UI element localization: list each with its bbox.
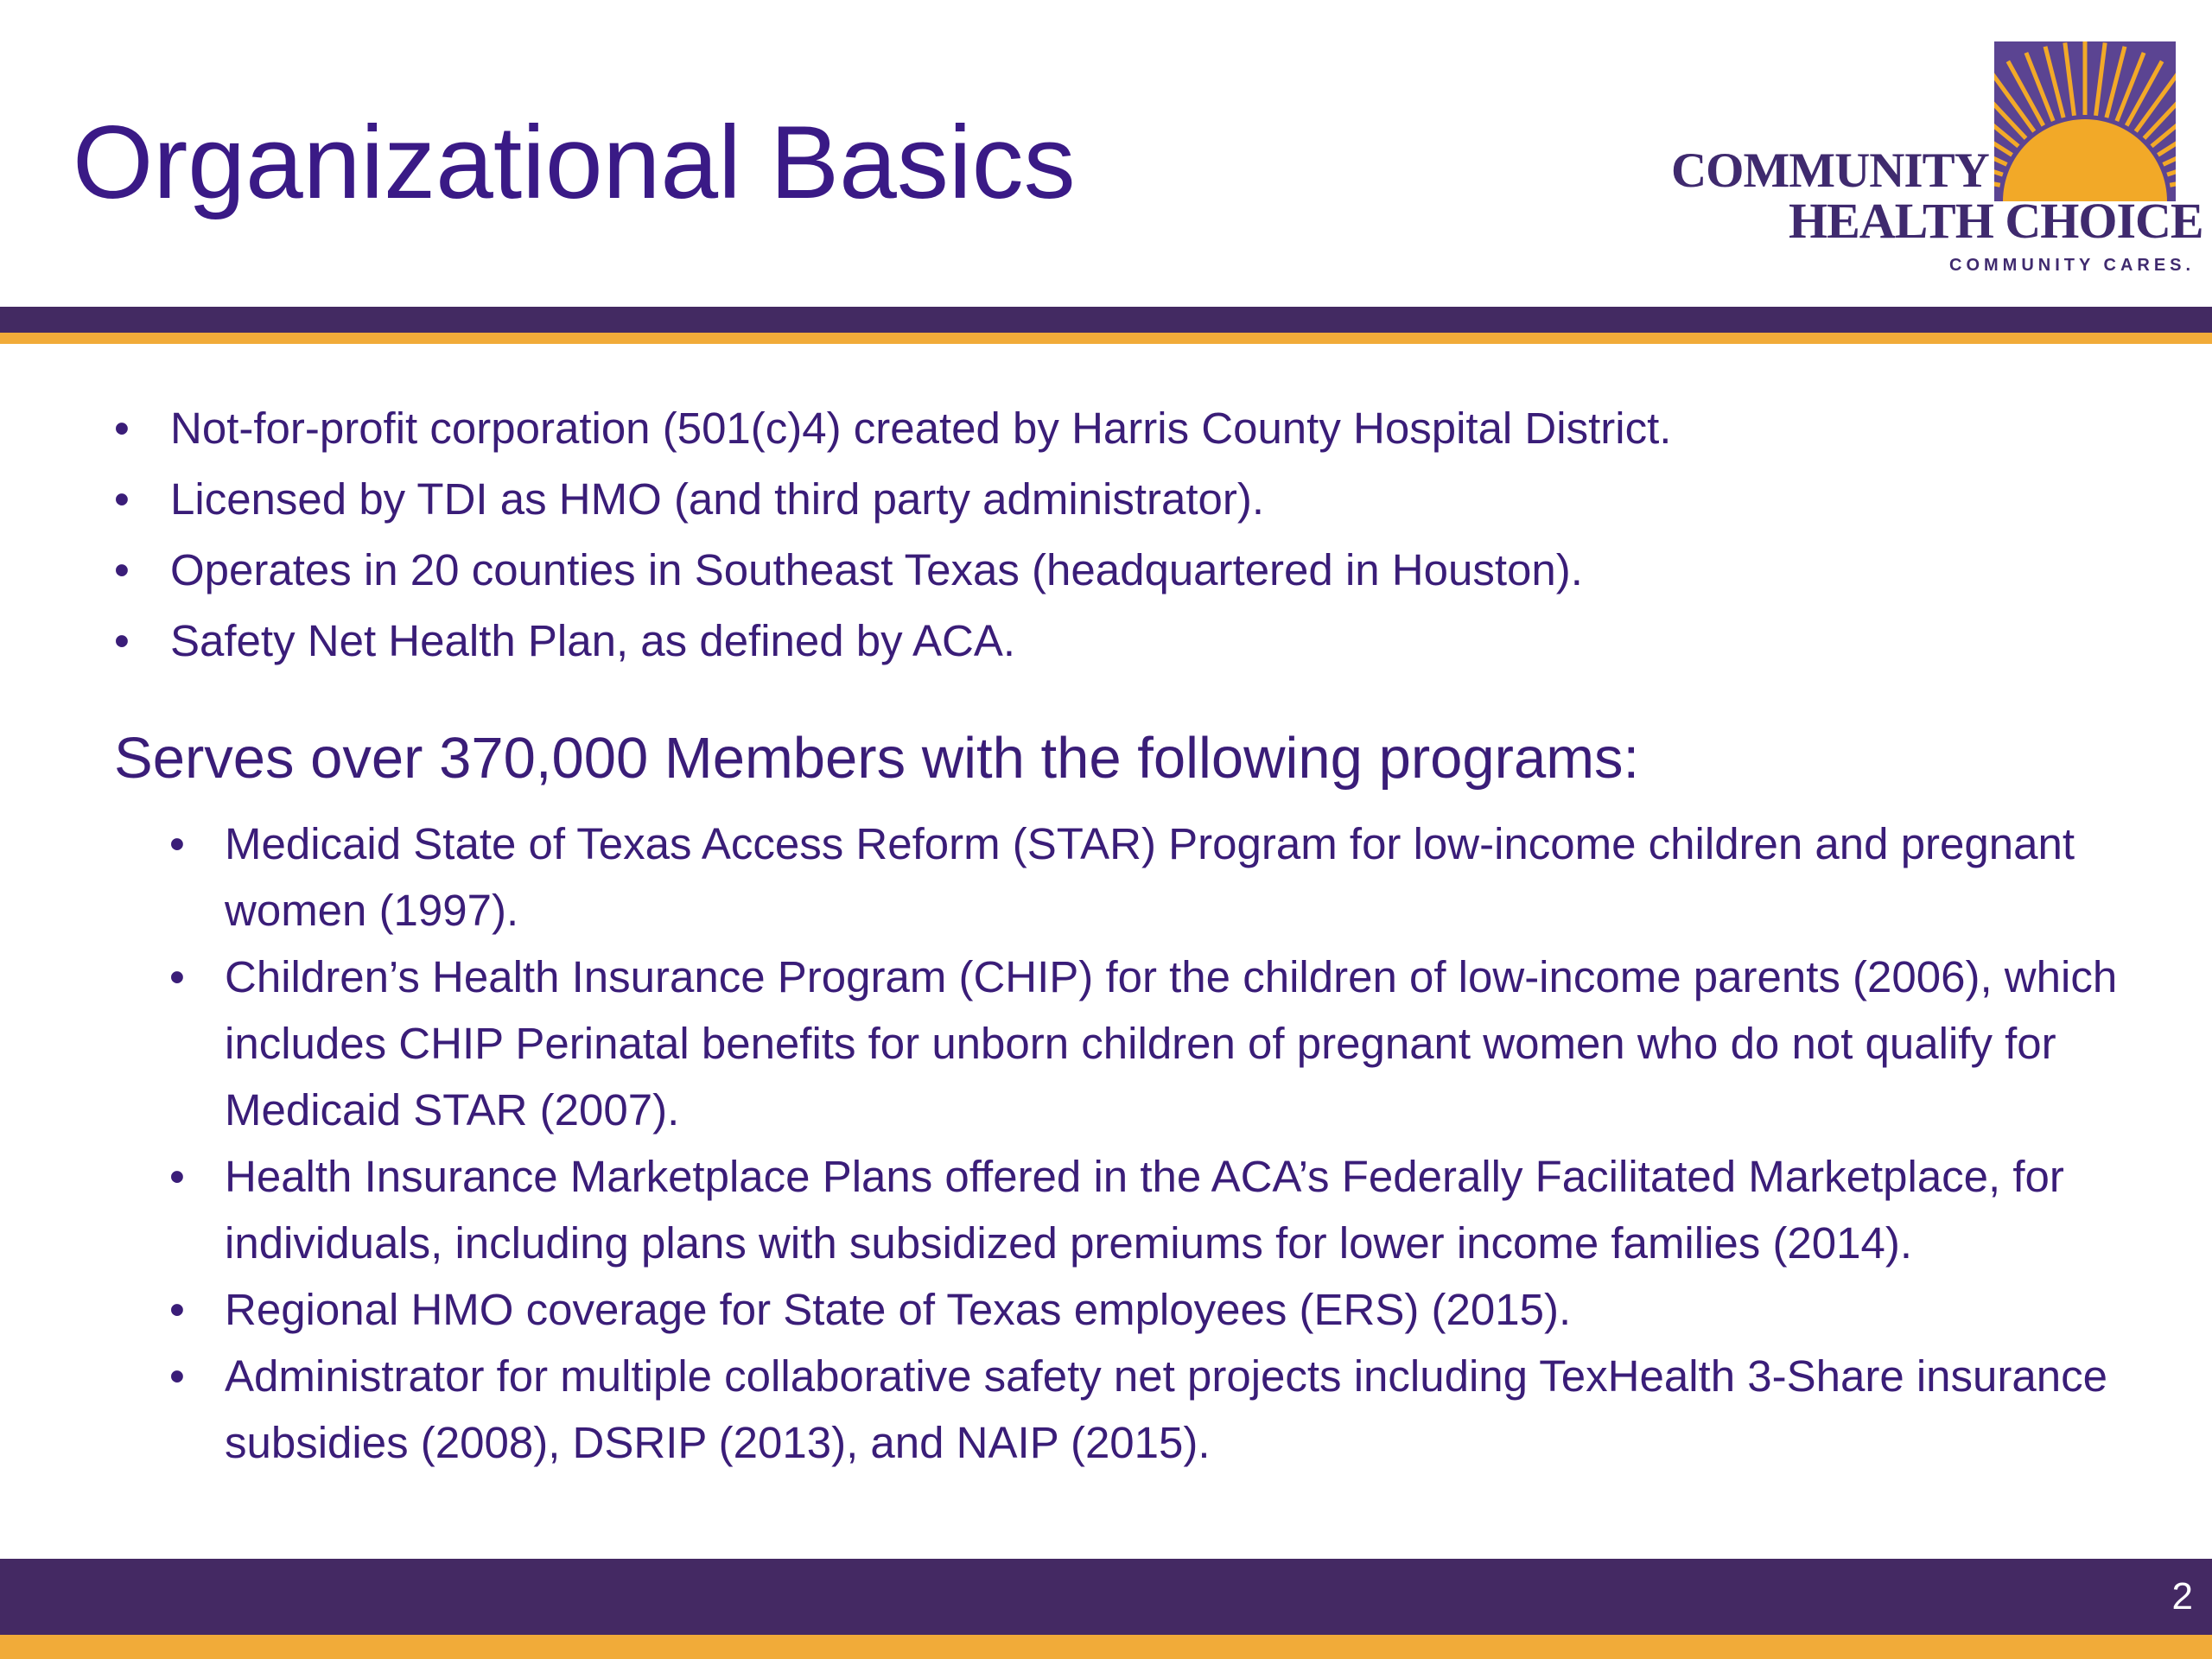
list-item: • Medicaid State of Texas Access Reform (STAR) Program for low-income children and pregnant women (1997).: [169, 810, 2183, 944]
list-item: • Operates in 20 counties in Southeast Texas (headquartered in Houston).: [114, 535, 2171, 606]
bullet-icon: •: [169, 1285, 185, 1334]
bullet-icon: •: [114, 474, 130, 524]
logo-text-health-choice: HEALTH CHOICE: [1789, 193, 2203, 249]
page-number: 2: [2171, 1575, 2193, 1618]
list-item: • Safety Net Health Plan, as defined by ACA.: [114, 606, 2171, 677]
community-health-choice-logo: [1659, 35, 2203, 285]
list-item: • Children’s Health Insurance Program (CHIP) for the children of low-income parents (2006), which includes CHIP Perinatal benefits for unborn children of pregnant women who do not qualify for Medicaid STAR (2007).: [169, 944, 2183, 1143]
bullet-icon: •: [169, 819, 185, 868]
footer-band: [0, 1559, 2212, 1635]
slide-title: Organizational Basics: [73, 105, 1076, 220]
list-item: • Administrator for multiple collaborative safety net projects including TexHealth 3-Share insurance subsidies (2008), DSRIP (2013), and NAIP (2015).: [169, 1343, 2183, 1476]
header-divider-gold: [0, 333, 2212, 344]
bullet-icon: •: [169, 1152, 185, 1201]
bullet-icon: •: [114, 545, 130, 594]
list-item: • Regional HMO coverage for State of Texas employees (ERS) (2015).: [169, 1276, 2183, 1343]
sunburst-logo-icon: [1994, 41, 2176, 201]
footer-gold-stripe: [0, 1635, 2212, 1659]
basics-list: [114, 393, 2171, 677]
list-item: • Licensed by TDI as HMO (and third party administrator).: [114, 464, 2171, 535]
bullet-icon: •: [114, 404, 130, 453]
bullet-icon: •: [169, 1351, 185, 1401]
list-item: • Health Insurance Marketplace Plans offered in the ACA’s Federally Facilitated Marketplace, for individuals, including plans with subsidized premiums for lower income families (2014).: [169, 1143, 2183, 1276]
programs-list: [169, 810, 2183, 1476]
logo-tagline: COMMUNITY CARES.: [1949, 256, 2196, 275]
header-divider-purple: [0, 307, 2212, 333]
bullet-icon: •: [114, 616, 130, 665]
bullet-icon: •: [169, 952, 185, 1001]
list-item: • Not-for-profit corporation (501(c)4) created by Harris County Hospital District.: [114, 393, 2171, 464]
logo-text-community: COMMUNITY: [1671, 143, 1989, 198]
programs-heading: Serves over 370,000 Members with the following programs:: [114, 726, 1640, 791]
